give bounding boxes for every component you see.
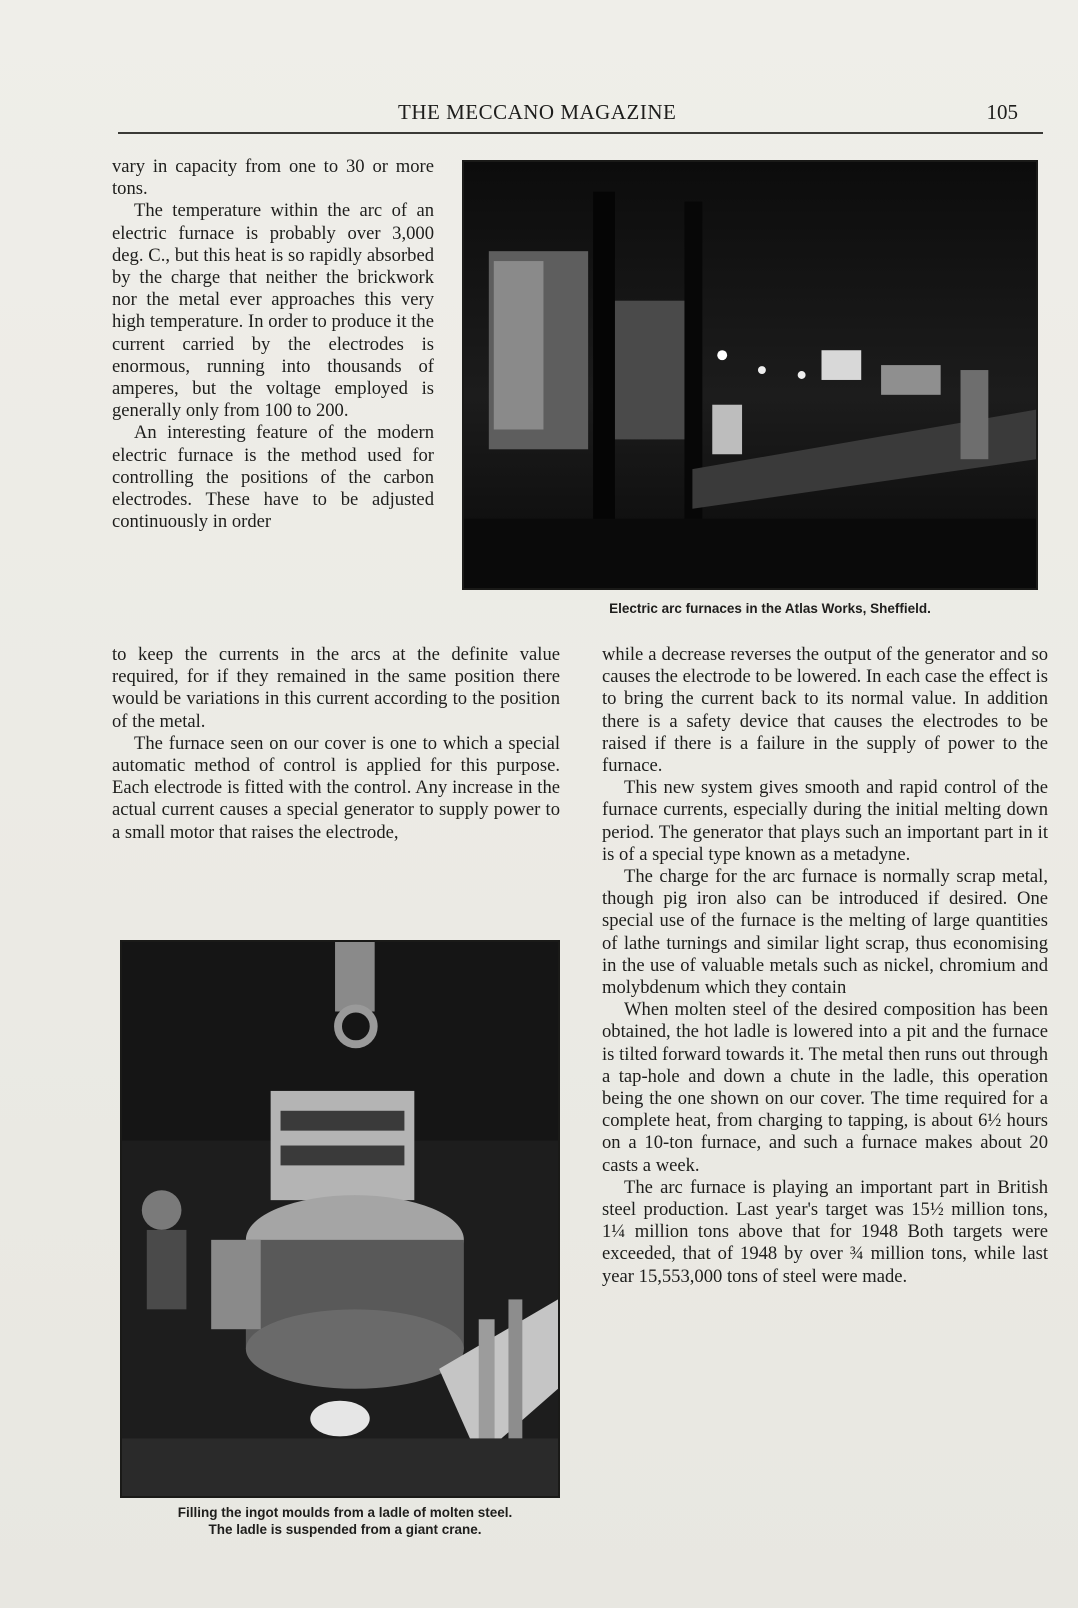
furnace-photo bbox=[462, 160, 1038, 590]
paragraph: The temperature within the arc of an electric furnace is probably over 3,000 deg. C., but this heat is so rapidly absorbed by the charge that neither the brickwork nor the metal ever approaches this very high temperature. In order to produce it the current carried by the electrodes is enormous, running into thousands of amperes, but the voltage employed is generally only from 100 to 200. bbox=[112, 200, 434, 422]
furnace-photo-caption: Electric arc furnaces in the Atlas Works, Sheffield. bbox=[609, 601, 931, 616]
paragraph: while a decrease reverses the output of the generator and so causes the electrode to be lowered. In each case the effect is to bring the current back to its normal value. In addition there is a safety device that causes the electrodes to be raised if there is a failure in the supply of power to the furnace. bbox=[602, 644, 1048, 777]
magazine-title: THE MECCANO MAGAZINE bbox=[398, 100, 677, 124]
ladle-photo bbox=[120, 940, 560, 1498]
caption-line: Filling the ingot moulds from a ladle of molten steel. bbox=[177, 1505, 513, 1520]
paragraph: This new system gives smooth and rapid control of the furnace currents, especially during the initial melting down period. The generator that plays such an important part in it is of a special type known as a metadyne. bbox=[602, 777, 1048, 865]
paragraph: The arc furnace is playing an important part in British steel production. Last year's target was 15½ million tons, 1¼ million tons above that for 1948 Both targets were exceeded, that of 1948 by over ¾ million tons, while last year 15,553,000 tons of steel were made. bbox=[602, 1176, 1048, 1287]
text-column-right bbox=[602, 644, 1048, 1288]
paragraph: vary in capacity from one to 30 or more tons. bbox=[112, 156, 434, 200]
paragraph: When molten steel of the desired composition has been obtained, the hot ladle is lowered into a pit and the furnace is tilted forward towards it. The metal then runs out through a tap-hole and down a chute in the ladle, this operation being the one shown on our cover. The time required for a complete heat, from charging to tapping, is about 6½ hours on a 10-ton furnace, and such a furnace makes about 20 casts a week. bbox=[602, 999, 1048, 1176]
text-column-left-top bbox=[112, 156, 434, 533]
paragraph: to keep the currents in the arcs at the definite value required, for if they remained in the same position there would be variations in this current according to the position of the metal. bbox=[112, 644, 560, 732]
caption-line: The ladle is suspended from a giant crane. bbox=[208, 1522, 482, 1537]
paragraph: The furnace seen on our cover is one to which a special automatic method of control is applied for this purpose. Each electrode is fitted with the control. Any increase in the actual current causes a special generator to supply power to a small motor that raises the electrode, bbox=[112, 732, 560, 843]
paragraph: An interesting feature of the modern electric furnace is the method used for controlling the positions of the carbon electrodes. These have to be adjusted continuously in order bbox=[112, 422, 434, 533]
header-rule bbox=[118, 132, 1043, 134]
ladle-photo-caption bbox=[110, 1504, 580, 1538]
text-column-left-middle bbox=[112, 644, 560, 844]
page-header bbox=[118, 100, 1048, 132]
paragraph: The charge for the arc furnace is normally scrap metal, though pig iron also can be introduced if desired. One special use of the furnace is the melting of large quantities of lathe turnings and similar light scrap, thus economising in the use of valuable metals such as nickel, chromium and molybdenum which they contain bbox=[602, 866, 1048, 999]
page-number: 105 bbox=[986, 100, 1018, 124]
